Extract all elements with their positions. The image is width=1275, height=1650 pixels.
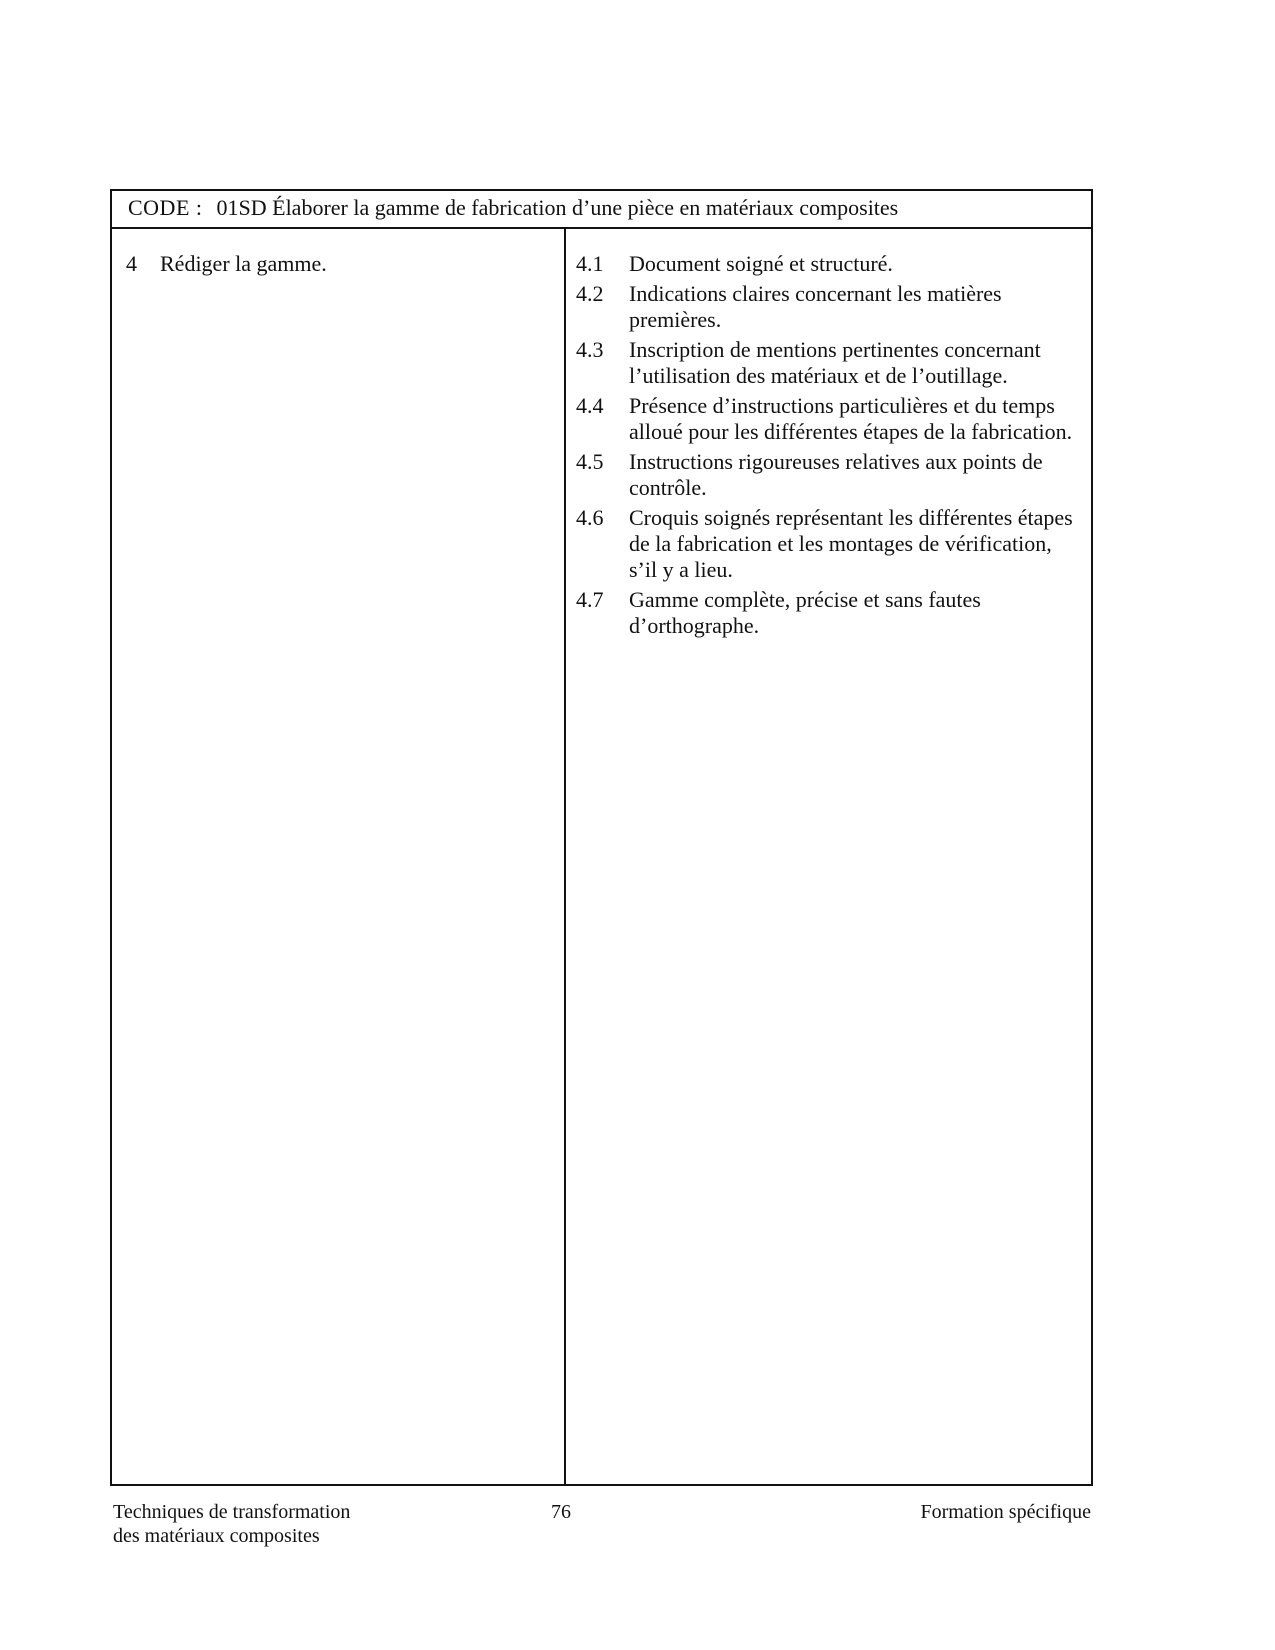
- criterion-text: Présence d’instructions particulières et du temps alloué pour les différentes étapes de la fabrication.: [629, 393, 1073, 444]
- criterion-number: 4.3: [576, 337, 604, 362]
- criterion-item: [576, 337, 1081, 389]
- criterion-number: 4.7: [576, 587, 604, 612]
- code-label: CODE :: [128, 195, 203, 220]
- criterion-text: Instructions rigoureuses relatives aux points de contrôle.: [629, 449, 1043, 500]
- competency-title: Élaborer la gamme de fabrication d’une pièce en matériaux composites: [272, 195, 899, 220]
- criterion-number: 4.4: [576, 393, 604, 418]
- element-number: 4: [126, 251, 137, 276]
- page-number: 76: [551, 1501, 571, 1523]
- criterion-number: 4.2: [576, 281, 604, 306]
- criterion-item: [576, 449, 1081, 501]
- criterion-item: [576, 251, 1081, 277]
- criterion-item: [576, 587, 1081, 639]
- column-divider: [564, 227, 566, 1484]
- table-header: [112, 191, 1091, 229]
- code-value: 01SD: [216, 195, 267, 220]
- criterion-text: Croquis soignés représentant les différentes étapes de la fabrication et les montages de vérification, s’il y a lieu.: [629, 505, 1073, 582]
- footer-left-line1: Techniques de transformation: [113, 1501, 351, 1523]
- criterion-text: Document soigné et structuré.: [629, 251, 893, 276]
- criterion-text: Gamme complète, précise et sans fautes d’orthographe.: [629, 587, 981, 638]
- criterion-number: 4.1: [576, 251, 604, 276]
- footer-section: Formation spécifique: [920, 1501, 1091, 1523]
- competency-table: [110, 189, 1093, 1486]
- criterion-text: Inscription de mentions pertinentes concernant l’utilisation des matériaux et de l’outillage.: [629, 337, 1041, 388]
- criterion-number: 4.6: [576, 505, 604, 530]
- footer-program-title: [113, 1500, 413, 1548]
- criterion-number: 4.5: [576, 449, 604, 474]
- footer-left-line2: des matériaux composites: [113, 1525, 320, 1547]
- element-item: [126, 251, 546, 277]
- element-column: [126, 251, 546, 277]
- element-label: Rédiger la gamme.: [160, 251, 327, 276]
- criterion-item: [576, 281, 1081, 333]
- criterion-item: [576, 505, 1081, 583]
- page-footer: [113, 1500, 1091, 1560]
- criterion-text: Indications claires concernant les matières premières.: [629, 281, 1002, 332]
- criteria-column: [576, 251, 1081, 643]
- criterion-item: [576, 393, 1081, 445]
